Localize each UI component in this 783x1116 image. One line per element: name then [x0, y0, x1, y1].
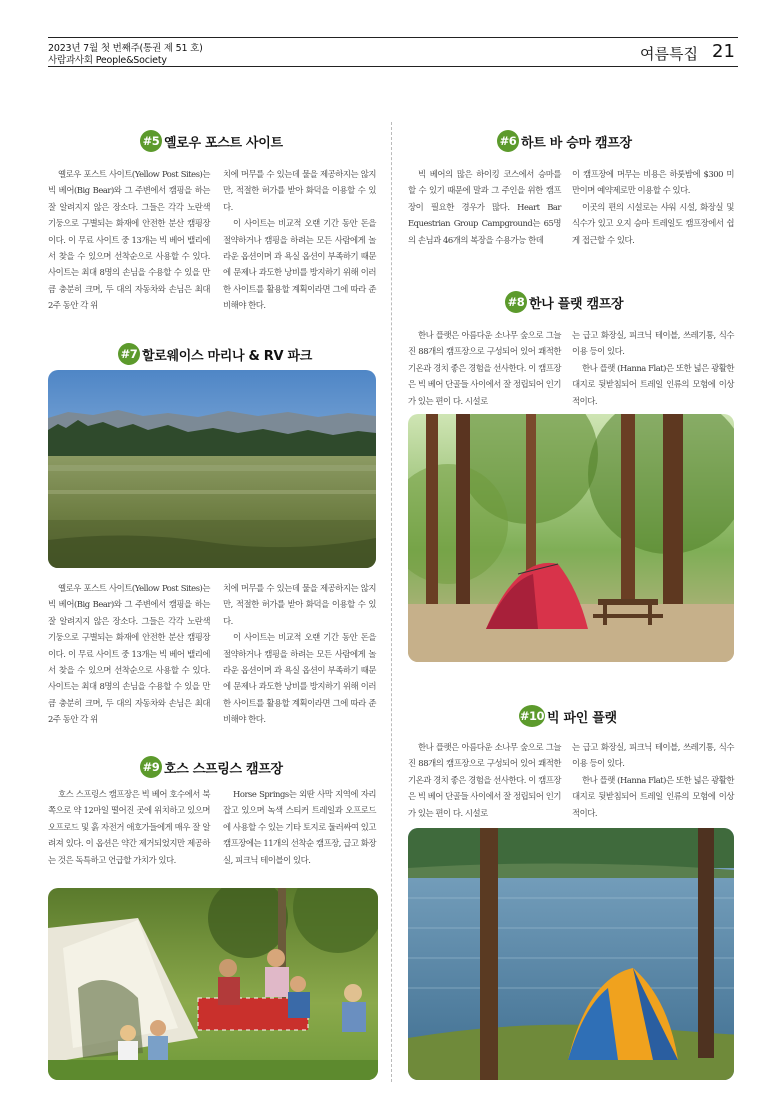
number-badge: #10 [519, 705, 545, 727]
s8-text-left: 한나 플랫은 아름다운 소나무 숲으로 그늘진 88개의 캠프장으로 구성되어 있어 쾌적한 기온과 경치 좋은 경험을 선사한다. 이 캠프장은 빅 베어 단골들 사이에서 잘 정립되어 인기가 있는 편이 다. 시설로 [408, 330, 562, 406]
heading-s7 [118, 343, 312, 365]
s5-text-left: 옐로우 포스트 사이트(Yellow Post Sites)는 빅 베어(Big Bear)와 그 주변에서 캠핑을 하는 잘 알려지지 않은 장소다. 그들은 각각 노란색 기둥으로 구별되는 화재에 안전한 분산 캠핑장이다. 이 무료 사이트 중 13개는 빅 베어 밸리에서 찾을 수 있으며 선착순으로 사용할 수 있다. 사이트는 최대 8명의 손님을 수용할 수 있을 만큼 충분히 크며, 두 대의 자동차와 손님은 최대 2주 동안 각 위 [48, 169, 210, 311]
article-title: 한나 플랫 캠프장 [529, 296, 624, 312]
heading-s10 [519, 705, 617, 727]
header-top-rule [48, 37, 738, 38]
heading-s8 [505, 291, 623, 313]
number-badge: #9 [140, 756, 162, 778]
publication-name: 사람과사회 People&Society [48, 55, 167, 66]
article-title: 옐로우 포스트 사이트 [164, 135, 283, 151]
s8-text-right: 는 급고 화장실, 피크닉 테이블, 쓰레기통, 식수 이용 등이 있다. 한나 플랫 (Hanna Flat)은 또한 넓은 광활한 대지로 뒷받침되어 트레일 인류의 모험에 이상적이다. [572, 330, 734, 406]
lakeside-tent-photo [408, 828, 734, 1080]
article-title: 빅 파인 플랫 [547, 710, 617, 726]
page-number: 21 [712, 41, 735, 62]
article-title: 할로웨이스 마리나 & RV 파크 [142, 348, 312, 364]
column-divider [391, 122, 392, 1082]
s7-text-left: 옐로우 포스트 사이트(Yellow Post Sites)는 빅 베어(Big Bear)와 그 주변에서 캠핑을 하는 잘 알려지지 않은 장소다. 그들은 각각 노란색 기둥으로 구별되는 화재에 안전한 분산 캠핑장이다. 이 무료 사이트 중 13개는 빅 베어 밸리에서 찾을 수 있으며 선착순으로 사용할 수 있다. 사이트는 최대 8명의 손님을 수용할 수 있을 만큼 충분히 크며, 두 대의 자동차와 손님은 최대 2주 동안 각 위 [48, 583, 210, 725]
heading-s5 [140, 130, 283, 152]
article-title: 하트 바 승마 캠프장 [521, 135, 632, 151]
s6-text-left: 빅 베어의 많은 하이킹 코스에서 승마를 할 수 있기 때문에 말과 그 주인을 위한 캠프장이 필요한 경우가 많다. Heart Bar Equestrian Group Campground는 65명의 손님과 46개의 복장을 수용가능 한데 [408, 169, 561, 245]
article-title: 호스 스프링스 캠프장 [164, 761, 283, 777]
s7-text-right: 치에 머무를 수 있는데 물을 제공하지는 않지만, 적절한 허가를 받아 화덕을 이용할 수 있다. 이 사이트는 비교적 오랜 기간 동안 돈을 절약하거나 캠핑을 하려는 모든 사람에게 놀라운 옵션이며 과 욕실 옵션이 부족하기 때문에 문제나 과도한 낭비를 방지하기 위해 이러한 사이트를 활용할 계획이라면 그에 따라 준비해야 한다. [223, 583, 376, 725]
number-badge: #8 [505, 291, 527, 313]
s10-text-right: 는 급고 화장실, 피크닉 테이블, 쓰레기통, 식수 이용 등이 있다. 한나 플랫 (Hanna Flat)은 또한 넓은 광활한 대지로 뒷받침되어 트레일 인류의 모험에 이상적이다. [572, 742, 734, 818]
tent-forest-photo [408, 414, 734, 662]
header-bottom-rule [48, 66, 738, 67]
s9-text-left: 호스 스프링스 캠프장은 빅 베어 호수에서 북쪽으로 약 12마일 떨어진 곳에 위치하고 있으며 오프로드 및 흙 자전거 애호가들에게 매우 잘 알려져 있다. 이 옵션은 약간 제거되었지만 제공하는 것은 독특하고 언급할 가치가 있다. [48, 789, 210, 865]
s10-text-left: 한나 플랫은 아름다운 소나무 숲으로 그늘진 88개의 캠프장으로 구성되어 있어 쾌적한 기온과 경치 좋은 경험을 선사한다. 이 캠프장은 빅 베어 단골들 사이에서 잘 정립되어 인기가 있는 편이 다. 시설로 [408, 742, 562, 818]
heading-s9 [140, 756, 283, 778]
section-title: 여름특집 [640, 45, 698, 63]
number-badge: #5 [140, 130, 162, 152]
number-badge: #7 [118, 343, 140, 365]
family-camping-photo [48, 888, 378, 1080]
s6-text-right: 이 캠프장에 머무는 비용은 하룻밤에 $300 미만이며 예약제로만 이용할 수 있다. 이곳의 편의 시설로는 샤워 시설, 화장실 및 식수가 있고 오지 승마 트레일도 캠프장에서 쉽게 접근할 수 있다. [572, 169, 734, 245]
meadow-photo [48, 370, 376, 568]
s9-text-right: Horse Springs는 외딴 사막 지역에 자리 잡고 있으며 녹색 스티커 트레일과 오프로드에 사용할 수 있는 기타 토지로 둘러싸여 있고 캠프장에는 11개의 선착순 캠프장, 급고 화장실, 피크닉 테이블이 있다. [223, 789, 377, 865]
s5-text-right: 치에 머무를 수 있는데 물을 제공하지는 않지만, 적절한 허가를 받아 화덕을 이용할 수 있다. 이 사이트는 비교적 오랜 기간 동안 돈을 절약하거나 캠핑을 하려는 모든 사람에게 놀라운 옵션이며 과 욕실 옵션이 부족하기 때문에 문제나 과도한 낭비를 방지하기 위해 이러한 사이트를 활용할 계획이라면 그에 따라 준비해야 한다. [223, 169, 376, 311]
number-badge: #6 [497, 130, 519, 152]
issue-info: 2023년 7월 첫 번째주(통권 제 51 호) [48, 43, 203, 54]
heading-s6 [497, 130, 632, 152]
